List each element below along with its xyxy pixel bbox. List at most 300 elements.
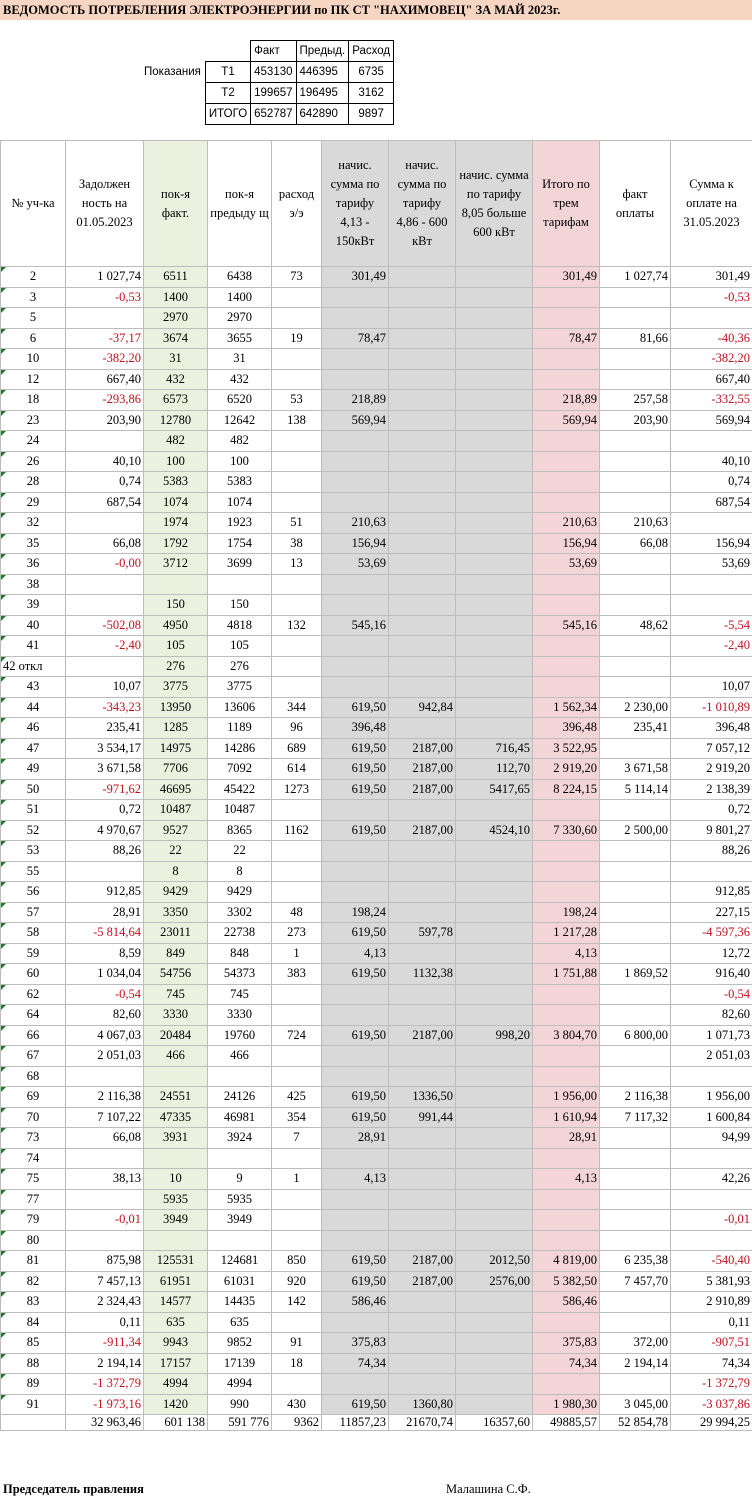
cell-plot-number: 39 [1, 595, 66, 616]
cell-tariff2-sum [389, 308, 456, 329]
cell-payment [600, 1312, 671, 1333]
cell-debt: 235,41 [66, 718, 144, 739]
cell-plot-number: 3 [1, 287, 66, 308]
cell-tariff2-sum: 2187,00 [389, 1271, 456, 1292]
cell-tariff1-sum: 4,13 [322, 1169, 389, 1190]
cell-tariff2-sum [389, 718, 456, 739]
cell-amount-due: 916,40 [671, 964, 752, 985]
cell-payment [600, 1189, 671, 1210]
cell-tariff3-sum [456, 1005, 533, 1026]
cell-usage: 18 [272, 1353, 322, 1374]
readings-row-total [141, 104, 394, 125]
cell-prev-reading: 9 [208, 1169, 272, 1190]
cell-tariff2-sum [389, 1128, 456, 1149]
cell-plot-number: 23 [1, 410, 66, 431]
cell-usage: 425 [272, 1087, 322, 1108]
cell-prev-reading: 3302 [208, 902, 272, 923]
cell-tariff2-sum: 942,84 [389, 697, 456, 718]
readings-value: 453130 [251, 62, 296, 83]
totals-cell: 16357,60 [456, 1415, 533, 1431]
cell-tariff3-sum [456, 492, 533, 513]
cell-debt [66, 861, 144, 882]
cell-amount-due: 53,69 [671, 554, 752, 575]
cell-usage: 13 [272, 554, 322, 575]
cell-amount-due: 1 600,84 [671, 1107, 752, 1128]
cell-usage: 1 [272, 1169, 322, 1190]
cell-usage [272, 1189, 322, 1210]
cell-usage [272, 1230, 322, 1251]
cell-tariff1-sum [322, 574, 389, 595]
cell-debt: 7 457,13 [66, 1271, 144, 1292]
cell-payment [600, 287, 671, 308]
cell-tariff3-sum [456, 1128, 533, 1149]
cell-tariff2-sum [389, 1148, 456, 1169]
cell-tariff1-sum: 4,13 [322, 943, 389, 964]
cell-total-tariffs [533, 1312, 600, 1333]
readings-label: Показания [144, 66, 201, 78]
cell-debt: -1 973,16 [66, 1394, 144, 1415]
table-row [1, 779, 752, 800]
cell-plot-number: 44 [1, 697, 66, 718]
cell-payment: 235,41 [600, 718, 671, 739]
cell-tariff3-sum [456, 718, 533, 739]
cell-tariff2-sum: 1132,38 [389, 964, 456, 985]
col-header-usage: расход э/э [272, 141, 322, 267]
table-row [1, 943, 752, 964]
cell-usage: 53 [272, 390, 322, 411]
cell-plot-number: 2 [1, 267, 66, 288]
cell-payment [600, 943, 671, 964]
cell-prev-reading: 482 [208, 431, 272, 452]
cell-tariff2-sum [389, 492, 456, 513]
cell-tariff1-sum: 619,50 [322, 1251, 389, 1272]
cell-plot-number: 36 [1, 554, 66, 575]
cell-debt: -343,23 [66, 697, 144, 718]
cell-payment: 372,00 [600, 1333, 671, 1354]
cell-prev-reading: 3775 [208, 677, 272, 698]
cell-tariff3-sum [456, 1210, 533, 1231]
cell-plot-number: 28 [1, 472, 66, 493]
cell-debt: 4 067,03 [66, 1025, 144, 1046]
cell-fact-reading: 13950 [144, 697, 208, 718]
cell-tariff1-sum [322, 1046, 389, 1067]
table-row [1, 533, 752, 554]
cell-prev-reading: 848 [208, 943, 272, 964]
cell-fact-reading: 61951 [144, 1271, 208, 1292]
cell-fact-reading: 105 [144, 636, 208, 657]
cell-tariff2-sum [389, 472, 456, 493]
cell-fact-reading: 6511 [144, 267, 208, 288]
cell-amount-due: 569,94 [671, 410, 752, 431]
cell-payment [600, 574, 671, 595]
cell-tariff1-sum: 78,47 [322, 328, 389, 349]
cell-tariff1-sum [322, 308, 389, 329]
table-row [1, 390, 752, 411]
cell-tariff3-sum [456, 1333, 533, 1354]
cell-payment [600, 923, 671, 944]
cell-fact-reading: 9429 [144, 882, 208, 903]
cell-payment [600, 841, 671, 862]
cell-total-tariffs: 545,16 [533, 615, 600, 636]
cell-plot-number: 46 [1, 718, 66, 739]
cell-payment: 2 116,38 [600, 1087, 671, 1108]
cell-plot-number: 84 [1, 1312, 66, 1333]
col-header-fact-reading: пок-я факт. [144, 141, 208, 267]
cell-prev-reading: 1400 [208, 287, 272, 308]
cell-tariff3-sum [456, 308, 533, 329]
readings-row-name: Т2 [205, 83, 250, 104]
cell-tariff3-sum [456, 943, 533, 964]
cell-debt [66, 1230, 144, 1251]
readings-value: 196495 [296, 83, 349, 104]
table-row [1, 738, 752, 759]
cell-prev-reading: 19760 [208, 1025, 272, 1046]
cell-prev-reading: 46981 [208, 1107, 272, 1128]
cell-tariff3-sum [456, 390, 533, 411]
cell-plot-number: 85 [1, 1333, 66, 1354]
cell-tariff1-sum [322, 1312, 389, 1333]
cell-payment [600, 677, 671, 698]
cell-amount-due: -40,36 [671, 328, 752, 349]
cell-tariff2-sum: 2187,00 [389, 820, 456, 841]
cell-tariff2-sum [389, 1312, 456, 1333]
cell-prev-reading: 9429 [208, 882, 272, 903]
cell-debt: -971,62 [66, 779, 144, 800]
cell-payment: 1 027,74 [600, 267, 671, 288]
cell-fact-reading: 9527 [144, 820, 208, 841]
cell-payment [600, 1374, 671, 1395]
cell-tariff3-sum [456, 349, 533, 370]
readings-value: 6735 [349, 62, 394, 83]
cell-prev-reading: 745 [208, 984, 272, 1005]
cell-tariff2-sum [389, 1230, 456, 1251]
cell-payment [600, 1210, 671, 1231]
cell-prev-reading: 3949 [208, 1210, 272, 1231]
cell-prev-reading [208, 1148, 272, 1169]
cell-total-tariffs [533, 574, 600, 595]
cell-prev-reading: 24126 [208, 1087, 272, 1108]
cell-fact-reading: 31 [144, 349, 208, 370]
table-row [1, 1312, 752, 1333]
cell-debt [66, 431, 144, 452]
cell-amount-due: 0,72 [671, 800, 752, 821]
cell-debt: 912,85 [66, 882, 144, 903]
cell-debt: -37,17 [66, 328, 144, 349]
table-row [1, 472, 752, 493]
cell-tariff1-sum: 619,50 [322, 1087, 389, 1108]
totals-cell: 32 963,46 [66, 1415, 144, 1431]
cell-tariff3-sum [456, 1107, 533, 1128]
cell-usage [272, 841, 322, 862]
cell-usage: 132 [272, 615, 322, 636]
cell-tariff3-sum [456, 1394, 533, 1415]
cell-tariff2-sum [389, 861, 456, 882]
cell-total-tariffs [533, 431, 600, 452]
cell-total-tariffs [533, 287, 600, 308]
cell-usage [272, 677, 322, 698]
cell-tariff3-sum [456, 1353, 533, 1374]
cell-amount-due: 74,34 [671, 1353, 752, 1374]
cell-prev-reading: 31 [208, 349, 272, 370]
cell-plot-number: 52 [1, 820, 66, 841]
cell-total-tariffs: 8 224,15 [533, 779, 600, 800]
cell-tariff2-sum [389, 1066, 456, 1087]
cell-tariff1-sum [322, 492, 389, 513]
cell-payment: 5 114,14 [600, 779, 671, 800]
cell-amount-due: -1 010,89 [671, 697, 752, 718]
readings-header-row [141, 41, 394, 62]
cell-tariff2-sum [389, 595, 456, 616]
cell-plot-number: 58 [1, 923, 66, 944]
cell-amount-due: 10,07 [671, 677, 752, 698]
cell-tariff1-sum: 619,50 [322, 759, 389, 780]
cell-tariff2-sum [389, 369, 456, 390]
cell-prev-reading: 1074 [208, 492, 272, 513]
table-row [1, 1394, 752, 1415]
cell-payment: 66,08 [600, 533, 671, 554]
cell-usage: 344 [272, 697, 322, 718]
table-row [1, 369, 752, 390]
table-row [1, 1005, 752, 1026]
cell-debt: 3 534,17 [66, 738, 144, 759]
cell-total-tariffs [533, 451, 600, 472]
cell-plot-number: 79 [1, 1210, 66, 1231]
cell-plot-number: 47 [1, 738, 66, 759]
cell-amount-due: 687,54 [671, 492, 752, 513]
cell-payment [600, 1005, 671, 1026]
table-row [1, 1128, 752, 1149]
cell-fact-reading: 3674 [144, 328, 208, 349]
cell-fact-reading [144, 1066, 208, 1087]
report-title: ВЕДОМОСТЬ ПОТРЕБЛЕНИЯ ЭЛЕКТРОЭНЕРГИИ по ПК СТ "НАХИМОВЕЦ" ЗА МАЙ 2023г. [0, 0, 752, 20]
cell-tariff1-sum: 569,94 [322, 410, 389, 431]
cell-plot-number: 42 откл [1, 656, 66, 677]
cell-tariff3-sum [456, 984, 533, 1005]
cell-debt: -502,08 [66, 615, 144, 636]
cell-amount-due [671, 431, 752, 452]
table-row [1, 328, 752, 349]
readings-table [141, 40, 394, 125]
cell-tariff3-sum [456, 328, 533, 349]
cell-total-tariffs [533, 1230, 600, 1251]
cell-tariff2-sum: 2187,00 [389, 738, 456, 759]
cell-debt: 2 051,03 [66, 1046, 144, 1067]
cell-payment: 1 869,52 [600, 964, 671, 985]
table-row [1, 492, 752, 513]
table-row [1, 861, 752, 882]
cell-amount-due: -540,40 [671, 1251, 752, 1272]
cell-tariff3-sum [456, 1066, 533, 1087]
cell-fact-reading: 1400 [144, 287, 208, 308]
cell-plot-number: 69 [1, 1087, 66, 1108]
cell-tariff3-sum [456, 615, 533, 636]
cell-tariff2-sum [389, 1333, 456, 1354]
cell-tariff2-sum [389, 1046, 456, 1067]
cell-tariff2-sum: 2187,00 [389, 1251, 456, 1272]
cell-payment: 7 117,32 [600, 1107, 671, 1128]
cell-total-tariffs: 198,24 [533, 902, 600, 923]
cell-plot-number: 89 [1, 1374, 66, 1395]
cell-debt: 82,60 [66, 1005, 144, 1026]
cell-prev-reading: 432 [208, 369, 272, 390]
cell-prev-reading: 8 [208, 861, 272, 882]
cell-tariff1-sum [322, 431, 389, 452]
cell-total-tariffs: 375,83 [533, 1333, 600, 1354]
cell-payment [600, 1292, 671, 1313]
cell-total-tariffs: 586,46 [533, 1292, 600, 1313]
cell-payment [600, 451, 671, 472]
cell-fact-reading: 2970 [144, 308, 208, 329]
cell-total-tariffs: 1 217,28 [533, 923, 600, 944]
cell-usage [272, 984, 322, 1005]
cell-prev-reading [208, 1230, 272, 1251]
cell-tariff1-sum [322, 882, 389, 903]
cell-tariff2-sum [389, 656, 456, 677]
cell-tariff1-sum [322, 1148, 389, 1169]
chairman-label: Председатель правления [3, 1482, 144, 1496]
cell-amount-due: -382,20 [671, 349, 752, 370]
table-row [1, 656, 752, 677]
readings-header-usage: Расход [349, 41, 394, 62]
cell-fact-reading: 3330 [144, 1005, 208, 1026]
cell-plot-number: 56 [1, 882, 66, 903]
cell-usage: 19 [272, 328, 322, 349]
col-header-due: Сумма к оплате на 31.05.2023 [671, 141, 752, 267]
cell-tariff2-sum [389, 349, 456, 370]
cell-debt: 7 107,22 [66, 1107, 144, 1128]
table-row [1, 1353, 752, 1374]
cell-tariff3-sum: 5417,65 [456, 779, 533, 800]
cell-amount-due [671, 656, 752, 677]
cell-tariff1-sum [322, 636, 389, 657]
cell-plot-number: 66 [1, 1025, 66, 1046]
cell-prev-reading: 3655 [208, 328, 272, 349]
cell-debt: 2 324,43 [66, 1292, 144, 1313]
table-row [1, 677, 752, 698]
table-row [1, 718, 752, 739]
cell-prev-reading: 466 [208, 1046, 272, 1067]
cell-amount-due: 227,15 [671, 902, 752, 923]
cell-tariff1-sum [322, 451, 389, 472]
cell-fact-reading: 14577 [144, 1292, 208, 1313]
cell-prev-reading: 3330 [208, 1005, 272, 1026]
cell-tariff1-sum [322, 349, 389, 370]
cell-tariff1-sum: 619,50 [322, 1271, 389, 1292]
cell-usage: 138 [272, 410, 322, 431]
totals-row [1, 1415, 752, 1431]
cell-tariff1-sum: 375,83 [322, 1333, 389, 1354]
cell-total-tariffs: 156,94 [533, 533, 600, 554]
cell-usage [272, 861, 322, 882]
cell-debt [66, 1066, 144, 1087]
cell-debt: 66,08 [66, 533, 144, 554]
readings-value: 642890 [296, 104, 349, 125]
cell-plot-number: 35 [1, 533, 66, 554]
cell-plot-number: 24 [1, 431, 66, 452]
cell-payment [600, 656, 671, 677]
cell-payment [600, 1128, 671, 1149]
cell-fact-reading: 10 [144, 1169, 208, 1190]
cell-usage: 73 [272, 267, 322, 288]
cell-total-tariffs: 218,89 [533, 390, 600, 411]
readings-header-prev: Предыд. [296, 41, 349, 62]
cell-payment: 3 671,58 [600, 759, 671, 780]
cell-amount-due [671, 595, 752, 616]
cell-debt: 0,11 [66, 1312, 144, 1333]
cell-total-tariffs: 210,63 [533, 513, 600, 534]
cell-amount-due: 2 919,20 [671, 759, 752, 780]
cell-tariff1-sum: 218,89 [322, 390, 389, 411]
cell-tariff1-sum [322, 1005, 389, 1026]
col-header-debt: Задолжен ность на 01.05.2023 [66, 141, 144, 267]
cell-usage [272, 800, 322, 821]
cell-tariff3-sum [456, 861, 533, 882]
cell-tariff1-sum [322, 1066, 389, 1087]
cell-tariff3-sum: 998,20 [456, 1025, 533, 1046]
cell-debt: -293,86 [66, 390, 144, 411]
cell-tariff3-sum [456, 472, 533, 493]
cell-tariff2-sum [389, 615, 456, 636]
cell-total-tariffs: 1 610,94 [533, 1107, 600, 1128]
table-row [1, 1189, 752, 1210]
cell-tariff2-sum [389, 533, 456, 554]
cell-fact-reading [144, 1148, 208, 1169]
cell-amount-due: -332,55 [671, 390, 752, 411]
cell-plot-number: 5 [1, 308, 66, 329]
cell-debt: 40,10 [66, 451, 144, 472]
cell-fact-reading: 24551 [144, 1087, 208, 1108]
cell-total-tariffs: 396,48 [533, 718, 600, 739]
cell-usage [272, 431, 322, 452]
cell-tariff2-sum: 2187,00 [389, 779, 456, 800]
cell-tariff1-sum [322, 369, 389, 390]
cell-total-tariffs: 78,47 [533, 328, 600, 349]
cell-tariff3-sum [456, 554, 533, 575]
cell-plot-number: 77 [1, 1189, 66, 1210]
cell-tariff3-sum [456, 533, 533, 554]
cell-tariff3-sum [456, 882, 533, 903]
cell-debt: 0,74 [66, 472, 144, 493]
readings-value: 199657 [251, 83, 296, 104]
cell-tariff2-sum [389, 267, 456, 288]
cell-debt: 1 034,04 [66, 964, 144, 985]
cell-tariff1-sum: 28,91 [322, 1128, 389, 1149]
cell-prev-reading: 14435 [208, 1292, 272, 1313]
cell-usage: 38 [272, 533, 322, 554]
cell-amount-due: 396,48 [671, 718, 752, 739]
cell-fact-reading: 46695 [144, 779, 208, 800]
cell-usage [272, 574, 322, 595]
cell-usage: 614 [272, 759, 322, 780]
cell-amount-due: -907,51 [671, 1333, 752, 1354]
table-row [1, 1251, 752, 1272]
cell-total-tariffs [533, 861, 600, 882]
cell-debt: 687,54 [66, 492, 144, 513]
cell-payment [600, 738, 671, 759]
cell-plot-number: 6 [1, 328, 66, 349]
cell-debt: 2 194,14 [66, 1353, 144, 1374]
cell-fact-reading: 1420 [144, 1394, 208, 1415]
cell-prev-reading: 3699 [208, 554, 272, 575]
cell-plot-number: 41 [1, 636, 66, 657]
table-row [1, 923, 752, 944]
cell-tariff1-sum [322, 1230, 389, 1251]
cell-debt: 0,72 [66, 800, 144, 821]
cell-plot-number: 38 [1, 574, 66, 595]
cell-plot-number: 10 [1, 349, 66, 370]
cell-fact-reading [144, 574, 208, 595]
cell-total-tariffs: 1 980,30 [533, 1394, 600, 1415]
